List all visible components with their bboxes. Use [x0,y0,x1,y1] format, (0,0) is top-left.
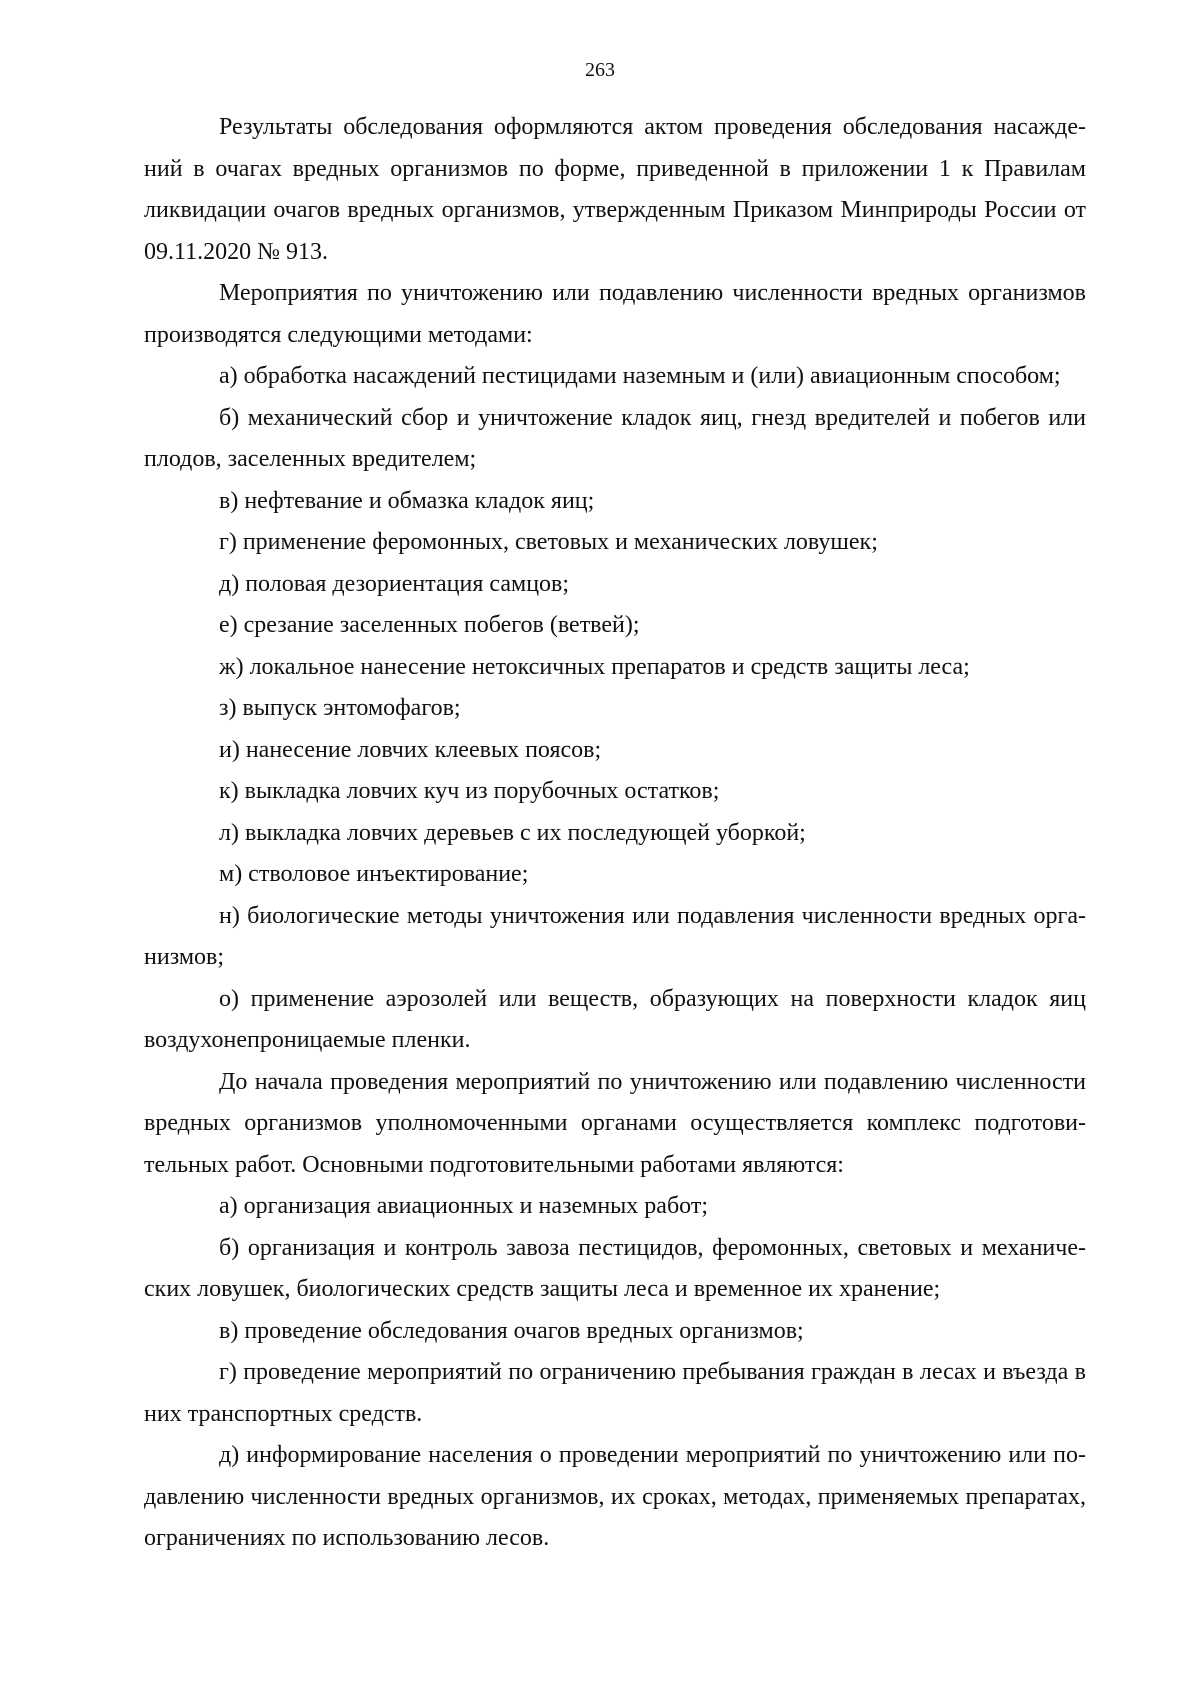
document-body [144,107,1086,1560]
list-item-method-d: д) половая дезориентация самцов; [219,570,570,597]
paragraph-survey-results: Результаты обследования оформляются актом проведения обследования насаждений в очагах вредных организмов по форме, приведенной в приложении 1 к Правилам ликвидации очагов вредных организмов, утвержденным Приказом Минприроды России от 09.11.2020 № 913. [144,114,1086,265]
list-item-method-n: н) биологические методы уничтожения или подавления численности вредных организмов; [144,902,1086,970]
list-item-method-a: а) обработка насаждений пестицидами наземным и (или) авиационным способом; [219,363,1061,389]
list-item-method-b: б) механический сбор и уничтожение кладок яиц, гнезд вредителей и побегов или плодов, заселенных вредителем; [144,404,1086,472]
list-item-method-zh: ж) локальное нанесение нетоксичных препаратов и средств защиты леса; [219,653,970,680]
list-item-prep-v: в) проведение обследования очагов вредных организмов; [219,1317,804,1344]
list-item-method-g: г) применение феромонных, световых и механических ловушек; [219,529,878,555]
list-item-prep-b: б) организация и контроль завоза пестицидов, феромонных, световых и механических ловушек, биологических средств защиты леса и временное их хранение; [144,1234,1086,1302]
list-item-method-z: з) выпуск энтомофагов; [219,695,461,721]
list-item-method-v: в) нефтевание и обмазка кладок яиц; [219,487,595,514]
list-item-method-m: м) стволовое инъектирование; [219,861,529,887]
list-item-method-o: о) применение аэрозолей или веществ, образующих на поверхности кладок яиц воздухонепроницаемые пленки. [144,985,1086,1053]
list-item-prep-a: а) организация авиационных и наземных работ; [219,1193,708,1219]
list-item-method-l: л) выкладка ловчих деревьев с их последующей уборкой; [219,819,806,846]
list-item-method-k: к) выкладка ловчих куч из порубочных остатков; [219,778,720,804]
list-item-prep-g: г) проведение мероприятий по ограничению пребывания граждан в лесах и въезда в них транспортных средств. [144,1359,1086,1427]
list-item-method-i: и) нанесение ловчих клеевых поясов; [219,736,602,763]
paragraph-preparatory-intro: До начала проведения мероприятий по уничтожению или подавлению численности вредных организмов уполномоченными органами осуществляется комплекс подготовительных работ. Основными подготовительными работами являются: [144,1068,1086,1178]
list-item-method-e: е) срезание заселенных побегов (ветвей); [219,612,640,638]
list-item-prep-d: д) информирование населения о проведении мероприятий по уничтожению или подавлению численности вредных организмов, их сроках, методах, применяемых препаратах, ограничениях по использованию лесов. [144,1442,1086,1551]
paragraph-methods-intro: Мероприятия по уничтожению или подавлению численности вредных организмов производятся следующими методами: [144,280,1086,348]
page-number: 263 [585,59,615,81]
